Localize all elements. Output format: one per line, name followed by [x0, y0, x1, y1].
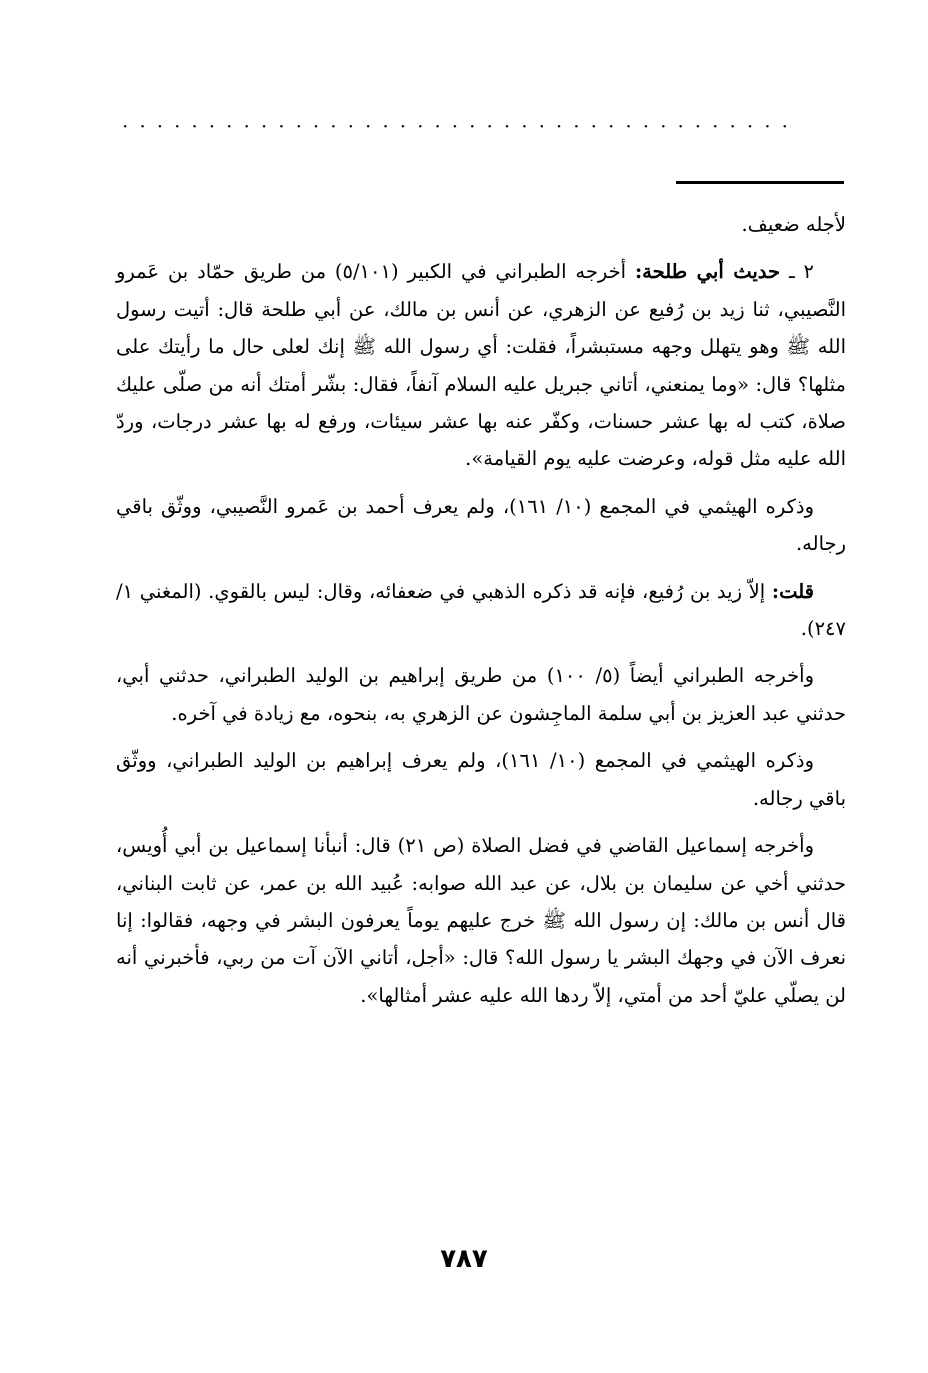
- hadith-number: ٢ ـ: [788, 260, 814, 284]
- footnote-text: [116, 206, 846, 1024]
- paragraph-haythami-1: وذكره الهيثمي في المجمع (١٠/ ١٦١)، ولم يعرف أحمد بن عَمرو النَّصيبي، ووثّق باقي رجاله.: [116, 494, 846, 556]
- qultu-text: إلاّ زيد بن رُفيع، فإنه قد ذكره الذهبي في ضعفائه، وقال: ليس بالقوي. (المغني ١/ ٢٤٧).: [116, 579, 846, 641]
- hadith-heading: حديث أبي طلحة:: [634, 260, 781, 284]
- paragraph-qultu: [116, 573, 846, 648]
- paragraph-haythami-2: وذكره الهيثمي في المجمع (١٠/ ١٦١)، ولم يعرف إبراهيم بن الوليد الطبراني، ووثّق باقي رجاله.: [116, 749, 846, 810]
- qultu-label: قلت:: [771, 579, 814, 603]
- paragraph-ismail-qadi: وأخرجه إسماعيل القاضي في فضل الصلاة (ص ٢١) قال: أنبأنا إسماعيل بن أبي أُويس، حدثني أخي عن سليمان بن بلال، عن عبد الله صوابه: عُبيد الله بن عمر، عن ثابت البناني، قال أنس بن مالك: إن رسول الله ﷺ خرج عليهم يوماً يعرفون البشر في وجهه، فقالوا: إنا نعرف الآن في وجهك البشر يا رسول الله؟ قال: «أجل، أتاني الآن آت من ربي، فأخبرني أنه لن يصلّي عليّ أحد من أمتي، إلاّ ردها الله عليه عشر أمثالها».: [116, 834, 846, 1007]
- footnote-rule: [676, 181, 844, 184]
- dotted-separator: ·······································: [122, 116, 799, 136]
- page-number: ٧٨٧: [440, 1244, 488, 1274]
- paragraph-tabarani-2: وأخرجه الطبراني أيضاً (٥/ ١٠٠) من طريق إبراهيم بن الوليد الطبراني، حدثني أبي، حدثني عبد العزيز بن أبي سلمة الماجِشون عن الزهري به، بنحوه، مع زيادة في آخره.: [116, 664, 846, 725]
- hadith-text: أخرجه الطبراني في الكبير (٥/١٠١) من طريق حمّاد بن عَمرو النَّصيبي، ثنا زيد بن رُفيع عن الزهري، عن أنس بن مالك، عن أبي طلحة قال: أتيت رسول الله ﷺ وهو يتهلل وجهه مستبشراً، فقلت: أي رسول الله ﷺ إنك لعلى حال ما رأيتك على مثلها؟ قال: «وما يمنعني، أتاني جبريل عليه السلام آنفاً، فقال: بشّر أمتك أنه من صلّى عليك صلاة، كتب له بها عشر حسنات، وكفّر عنه بها عشر سيئات، ورفع له بها عشر درجات، وردّ الله عليه مثل قوله، وعرضت عليه يوم القيامة».: [116, 260, 846, 471]
- paragraph-continuation: لأجله ضعيف.: [741, 213, 846, 236]
- paragraph-hadith-abu-talha: [116, 253, 846, 477]
